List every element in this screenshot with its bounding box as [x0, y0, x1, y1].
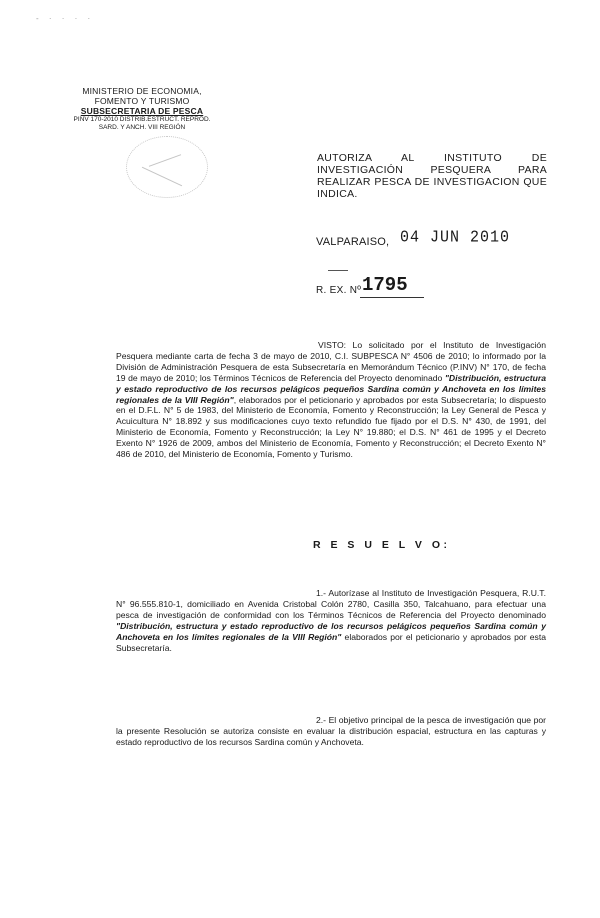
- subsecretaria-name: SUBSECRETARIA DE PESCA: [80, 106, 204, 116]
- resuelvo-heading: R E S U E L V O:: [313, 539, 451, 551]
- point-1-project-name: "Distribución, estructura y estado reproductivo de los recursos pelágicos pequeños Sardina común y Anchoveta en los límites regionales de la VIII Región": [116, 620, 546, 642]
- resolution-title: AUTORIZA AL INSTITUTO DE INVESTIGACIÓN PESQUERA PARA REALIZAR PESCA DE INVESTIGACION QUE INDICA.: [317, 152, 547, 200]
- resolution-point-2: 2.- El objetivo principal de la pesca de investigación que por la presente Resolución se autoriza consiste en evaluar la distribución espacial, estructura en las capturas y estado reproductivo de los recursos Sardina común y Anchoveta.: [116, 715, 546, 747]
- point-1-text-continued: elaborados por el peticionario y aprobados por esta Subsecretaría.: [116, 631, 546, 653]
- scan-marks: - · · · ·: [36, 14, 95, 23]
- place-label: VALPARAISO,: [316, 236, 390, 248]
- visto-text-continued: , elaborados por el peticionario y aprobados por esta Subsecretaría; lo dispuesto en el D.F.L. N° 5 de 1983, del Ministerio de Economía, Fomento y Reconstrucción; la Ley General de Pesca y Acuicultura N° 18.892 y sus modificaciones cuyo texto refundido fue fijado por el D.S. N° 430, de 1991, del Ministerio de Economía, Fomento y Reconstrucción; la Ley N° 19.880; el D.S. N° 461 de 1995 y el Decreto Exento N° 1926 de 2009, ambos del Ministerio de Economía, Fomento y Reconstrucción; el Decreto Exento N° 486 de 2010, del Ministerio de Economía, Fomento y Turismo.: [116, 394, 546, 460]
- ministry-subtitle: FOMENTO Y TURISMO: [94, 96, 190, 106]
- resolution-point-1: [116, 588, 546, 653]
- number-marker: [328, 270, 348, 271]
- point-1-text: 1.- Autorízase al Instituto de Investigación Pesquera, R.U.T. N° 96.555.810-1, domiciliado en Avenida Cristobal Colón 2780, Casilla 350, Talcahuano, para efectuar una pesca de investigación de conformidad con los Términos Técnicos de Referencia del Proyecto denominado: [116, 588, 546, 620]
- date-stamp: 04 JUN 2010: [400, 228, 511, 247]
- file-reference-region: SARD. Y ANCH. VIII REGIÓN: [98, 124, 186, 131]
- ministry-header: [62, 86, 222, 132]
- resolution-number-underline: [360, 297, 424, 298]
- ministry-name: MINISTERIO DE ECONOMIA,: [82, 86, 202, 96]
- resolution-number: 1795: [362, 274, 408, 296]
- visto-text: VISTO: Lo solicitado por el Instituto de Investigación Pesquera mediante carta de fecha 3 de mayo de 2010, C.I. SUBPESCA N° 4506 de 2010; lo informado por la División de Administración Pesquera de esta Subsecretaría en Memorándum Técnico (P.INV) N° 170, de fecha 19 de mayo de 2010; los Términos Técnicos de Referencia del Proyecto denominado: [116, 340, 546, 383]
- visto-paragraph: [116, 340, 546, 460]
- project-name: "Distribución, estructura y estado reproductivo de los recursos pelágicos pequeños Sardina común y Anchoveta en los límites regionales de la VIII Región": [116, 372, 547, 405]
- file-reference: PINV 170-2010 DISTRIB.ESTRUCT. REPROD.: [73, 116, 211, 123]
- resolution-label: R. EX. Nº: [316, 285, 362, 296]
- office-seal-stamp: [126, 136, 208, 198]
